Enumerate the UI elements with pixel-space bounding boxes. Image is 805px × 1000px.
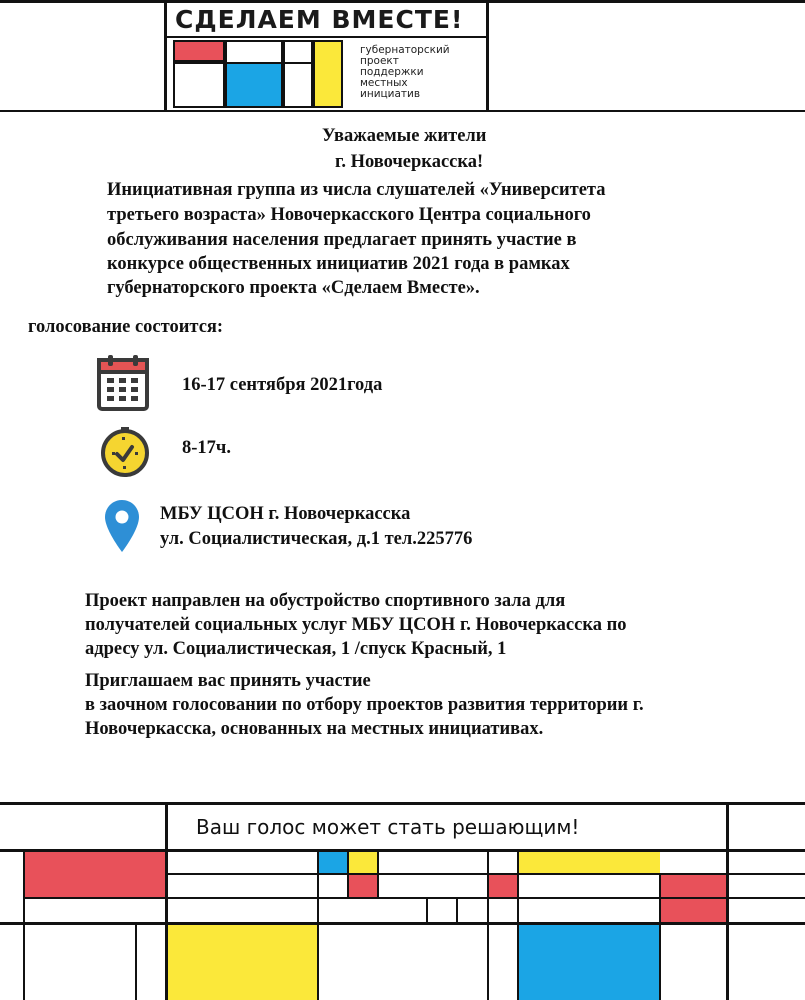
grid-line (166, 873, 518, 875)
logo-white-block-4 (283, 62, 313, 108)
intro-line: губернаторского проекта «Сделаем Вместе». (107, 278, 480, 298)
grid-line (317, 849, 319, 1000)
footer-yellow-block (166, 924, 318, 1000)
logo-white-block-3 (283, 40, 313, 64)
grid-line (488, 873, 805, 875)
intro-line: обслуживания населения предлагает принять участие в (107, 230, 577, 250)
logo-white-block (173, 62, 225, 108)
grid-line (426, 897, 428, 924)
location-pin-icon (103, 498, 141, 554)
project-line: Проект направлен на обустройство спортивного зала для (85, 591, 566, 611)
grid-line (0, 802, 805, 805)
grid-line (24, 897, 805, 899)
footer-yellow-block (348, 852, 378, 874)
grid-line (0, 922, 805, 925)
intro-line: третьего возраста» Новочеркасского Центра социального (107, 205, 591, 225)
logo-blue-block (225, 62, 283, 108)
header-top-rule (0, 0, 805, 3)
logo-subtitle-line: местных (360, 77, 408, 89)
invite-line: в заочном голосовании по отбору проектов развития территории г. (85, 695, 644, 715)
invite-line: Новочеркасска, основанных на местных инициативах. (85, 719, 544, 739)
project-line: адресу ул. Социалистическая, 1 /спуск Красный, 1 (85, 639, 507, 659)
voting-label: голосование состоится: (28, 317, 224, 337)
footer-red-block (24, 852, 166, 898)
grid-line (165, 802, 168, 1000)
logo-subtitle-line: инициатив (360, 88, 421, 100)
intro-line: Инициативная группа из числа слушателей «Университета (107, 180, 606, 200)
header-title-rule (164, 36, 489, 38)
footer-red-block (488, 874, 518, 898)
grid-line (517, 849, 519, 1000)
header-bottom-rule (0, 110, 805, 112)
footer-red-block (660, 874, 728, 924)
footer-yellow-block (518, 852, 660, 874)
calendar-icon (96, 354, 150, 412)
grid-line (377, 849, 379, 898)
grid-line (135, 922, 137, 1000)
logo-red-block (173, 40, 225, 62)
logo-subtitle-line: поддержки (360, 66, 424, 78)
place-line-2: ул. Социалистическая, д.1 тел.225776 (160, 529, 473, 549)
invite-line: Приглашаем вас принять участие (85, 671, 371, 691)
footer-blue-block (318, 852, 348, 874)
grid-line (659, 873, 661, 1000)
logo-yellow-block (313, 40, 343, 108)
place-line-1: МБУ ЦСОН г. Новочеркасска (160, 504, 411, 524)
logo-subtitle-line: губернаторский (360, 44, 450, 56)
grid-line (456, 897, 458, 924)
voting-date: 16-17 сентября 2021года (182, 375, 383, 395)
voting-time: 8-17ч. (182, 438, 231, 458)
header-right-rule (486, 0, 489, 112)
greeting-line-2: г. Новочеркасска! (335, 152, 484, 172)
logo-subtitle-line: проект (360, 55, 399, 67)
grid-line (487, 849, 489, 1000)
header-left-rule (164, 0, 167, 112)
grid-line (23, 849, 25, 1000)
footer-slogan: Ваш голос может стать решающим! (196, 815, 580, 839)
logo-title: СДЕЛАЕМ ВМЕСТЕ! (175, 5, 464, 34)
footer-red-block (348, 874, 378, 898)
clock-icon (99, 427, 151, 477)
footer-blue-block (518, 924, 660, 1000)
project-line: получателей социальных услуг МБУ ЦСОН г. Новочеркасска по (85, 615, 627, 635)
logo-subtitle (360, 45, 450, 100)
greeting-line-1: Уважаемые жители (322, 126, 487, 146)
grid-line (0, 849, 805, 852)
logo-white-block-2 (225, 40, 283, 64)
grid-line (347, 849, 349, 898)
intro-line: конкурсе общественных инициатив 2021 года в рамках (107, 254, 570, 274)
grid-line (726, 802, 729, 1000)
